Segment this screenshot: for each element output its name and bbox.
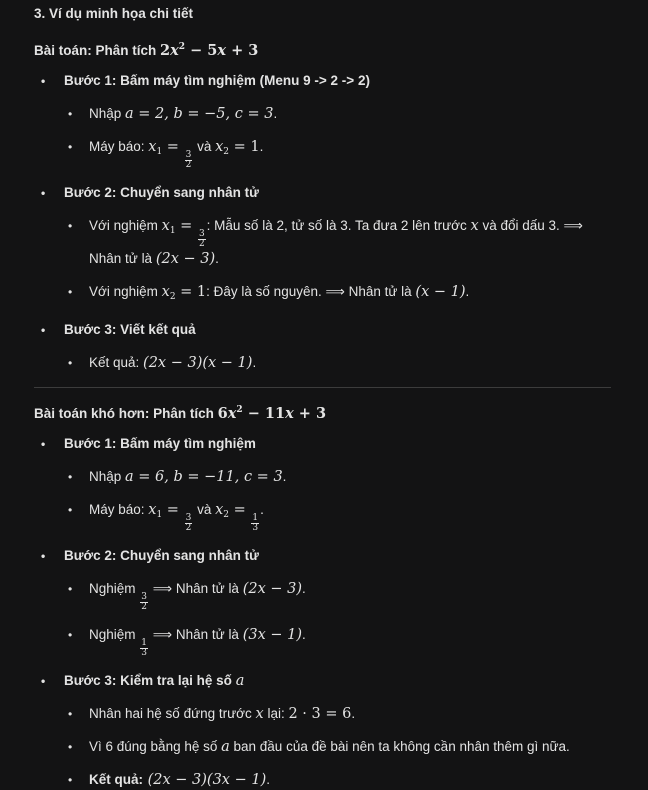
p1-step-2-item-2: • Với nghiệm $x_2 = 1$: Đây là số nguyên. ⟹ Nhân tử là (x − 1). <box>34 282 648 307</box>
p2-step-1-item-1: • Nhập a = 6, b = −11, c = 3. <box>34 467 648 487</box>
p2-step-3-item-1: • Nhân hai hệ số đứng trước x lại: 2 · 3 = 6. <box>34 704 648 724</box>
p1-step-3-item-1: • Kết quả: (2x − 3)(x − 1). <box>34 353 648 373</box>
fraction: $\frac{3}{2}$ <box>198 229 205 249</box>
p2-step-3-item-2: • Vì 6 đúng bằng hệ số a ban đầu của đề bài nên ta không cần nhân thêm gì nữa. <box>34 737 648 757</box>
problem-2-title: Bài toán khó hơn: Phân tích $6x^2 - 11x + 3$ <box>34 405 327 422</box>
p2-step-1-item-2: • Máy báo: $x_1$ = $\frac{3}{2}$ và $x_2$ = $\frac{1}{3}$ . <box>34 500 648 533</box>
p1-step-1-item-2: • Máy báo: $x_1$ = $\frac{3}{2}$ và $x_2 = 1$. <box>34 137 648 170</box>
p1-step-1: • Bước 1: Bấm máy tìm nghiệm (Menu 9 -> 2 -> 2) <box>34 71 648 91</box>
divider <box>34 387 611 388</box>
p2-step-2-item-2: • Nghiệm $\frac{1}{3}$ ⟹ Nhân tử là (3x − 1). <box>34 625 648 658</box>
fraction: $\frac{3}{2}$ <box>141 592 148 612</box>
fraction: $\frac{3}{2}$ <box>185 513 192 533</box>
p1-step-2: • Bước 2: Chuyển sang nhân tử <box>34 183 648 203</box>
p1-step-3: • Bước 3: Viết kết quả <box>34 320 648 340</box>
fraction: $\frac{3}{2}$ <box>185 150 192 170</box>
p2-step-3-item-3: • Kết quả: (2x − 3)(3x − 1). <box>34 770 648 790</box>
p2-step-3: • Bước 3: Kiểm tra lại hệ số a <box>34 671 648 691</box>
p2-step-1: • Bước 1: Bấm máy tìm nghiệm <box>34 434 648 454</box>
problem-1-title: Bài toán: Phân tích $2x^2 - 5x + 3$ <box>34 42 259 59</box>
fraction: $\frac{1}{3}$ <box>141 638 148 658</box>
section-heading: 3. Ví dụ minh họa chi tiết <box>34 6 194 21</box>
p2-step-2-item-1: • Nghiệm $\frac{3}{2}$ ⟹ Nhân tử là (2x − 3). <box>34 579 648 612</box>
p2-step-2: • Bước 2: Chuyển sang nhân tử <box>34 546 648 566</box>
fraction: $\frac{1}{3}$ <box>252 513 259 533</box>
p1-step-1-item-1: • Nhập a = 2, b = −5, c = 3. <box>34 104 648 124</box>
p1-step-2-item-1: • Với nghiệm $x_1$ = $\frac{3}{2}$ : Mẫu số là 2, tử số là 3. Ta đưa 2 lên trước x và đổi dấu 3. ⟹ Nhân tử là (2x − 3). <box>34 216 648 269</box>
